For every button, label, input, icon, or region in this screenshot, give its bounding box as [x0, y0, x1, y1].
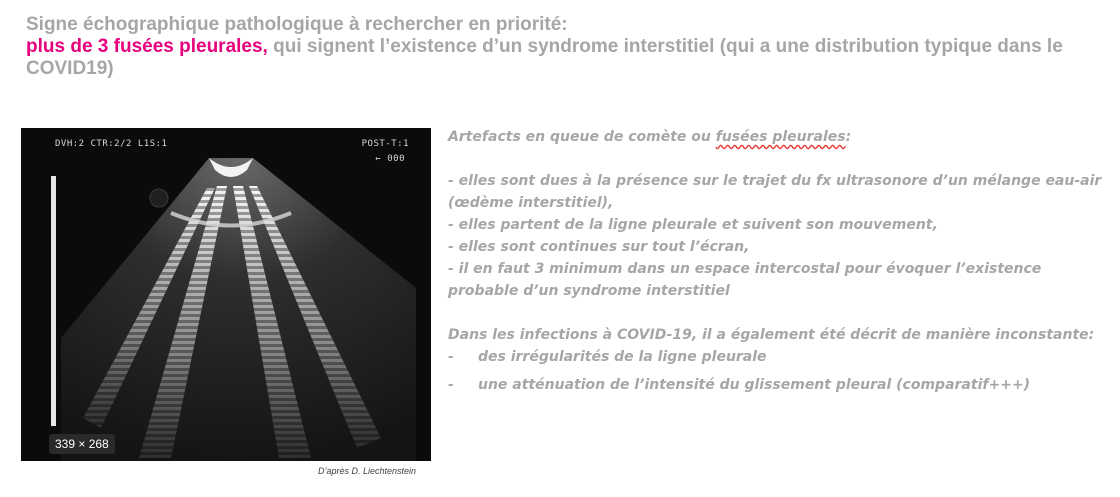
scan-post-text: POST-T:1 — [361, 139, 409, 149]
dash-item-text: une atténuation de l’intensité du glissement pleural (comparatif+++) — [478, 377, 1031, 393]
slide-heading — [26, 14, 1106, 80]
explanation-text — [448, 126, 1103, 396]
scan-settings-text: DVH:2 CTR:2/2 L1S:1 — [55, 139, 168, 149]
title-prefix: Artefacts en queue de comète ou — [448, 129, 716, 145]
bullet-item: - elles sont continues sur tout l’écran, — [448, 239, 750, 255]
bullet-item: - elles sont dues à la présence sur le trajet du fx ultrasonore d’un mélange eau-air (œdème interstitiel), — [448, 173, 1102, 211]
dash-item — [448, 346, 1103, 368]
title-underlined: fusées pleurales — [715, 129, 846, 145]
dash-item-text: des irrégularités de la ligne pleurale — [478, 349, 767, 365]
heading-line1: Signe échographique pathologique à rechercher en priorité: — [26, 14, 568, 35]
scan-arrow-text: ← 000 — [375, 154, 405, 164]
image-dimensions-badge: 339 × 268 — [49, 434, 115, 454]
heading-accent: plus de 3 fusées pleurales, — [26, 36, 268, 57]
dash-marker: - — [448, 349, 454, 365]
ultrasound-scan-graphic — [21, 128, 431, 461]
title-suffix: : — [845, 129, 852, 145]
image-credit: D’après D. Liechtenstein — [318, 466, 417, 476]
covid-intro: Dans les infections à COVID-19, il a également été décrit de manière inconstante: — [448, 327, 1095, 343]
bullet-item: - il en faut 3 minimum dans un espace intercostal pour évoquer l’existence probable d’un syndrome interstitiel — [448, 261, 1042, 299]
dash-item — [448, 374, 1103, 396]
heading-rest: qui signent l’existence d’un syndrome interstitiel (qui a une distribution typique dans le COVID19) — [26, 36, 1063, 79]
artefacts-title — [448, 126, 1103, 148]
ultrasound-image — [21, 128, 431, 461]
bullet-item: - elles partent de la ligne pleurale et suivent son mouvement, — [448, 217, 938, 233]
dash-marker: - — [448, 377, 454, 393]
